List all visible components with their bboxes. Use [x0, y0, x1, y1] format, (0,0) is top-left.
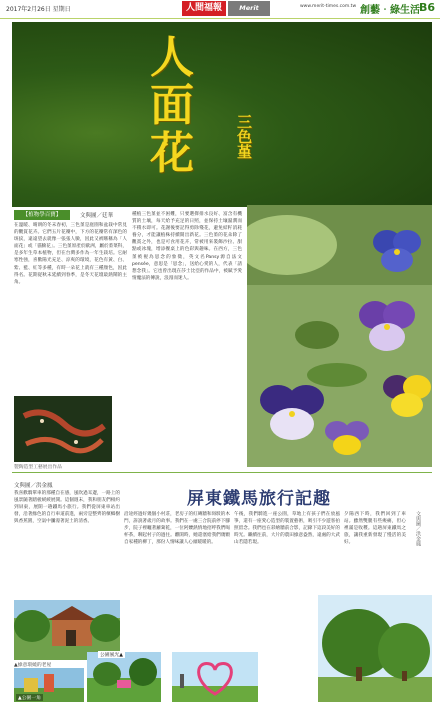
hero-title: 人面花 [150, 32, 194, 179]
article-column: 在溫暖、晴朗的冬末春初，三色堇是庭園和盆栽中常見的觀賞花卉。它們五片花瓣中，下方的花瓣常有深色的斑紋，遠遠望去就像一張張人臉，因此又被暱稱為「人面花」或「貓臉花」。三色堇原產於歐洲，屬於堇菜科，是多年生草本植物，但在台灣多作為一年生栽培。它耐寒性強，喜歡陽光充足、涼爽的環境，花色有黃、白、紫、藍、紅等多種，有時一朵花上就有三種顏色，因此得名。花期從秋末延續到春季，是冬天花壇最熱鬧的主角。 [14, 223, 127, 285]
article-column: 夕陽西下時，我們回到了車站。雖然雙腿有些痠痛，但心裡滿是收穫。這趟屏東鐵馬之旅，讓我重新發現了慢活的美好。 [344, 512, 406, 546]
tree-landscape-photo [318, 595, 432, 702]
article-byline: 文與圖／廷華 [80, 213, 114, 219]
hero-photo-collage [12, 22, 432, 207]
article-column: 午後，我們騎進一座公園，草地上有孩子們在放風箏，還有一座愛心造型的裝置藝術，吸引不少遊客拍照留念。我們也在彩繪牆前合影，記錄下這段美好的時光。繼續往前，大片的農田綠意盎然，遠處的大武山若隱若現。 [234, 512, 340, 546]
article-column: 沿途經過好幾個小村莊，老房子的紅磚牆和斑駁的木門，訴說著歲月的故事。我們在一處三合院前停下腳步，院子裡曬著蘿蔔乾，一位阿嬤熱情地招呼我們喝杯茶，聊起村子的過往。離開時，她還塞給我們幾顆自家種的柳丁，那份人情味讓人心頭暖暖的。 [124, 512, 230, 546]
article-column: 種植三色堇並不困難，只要選擇排水良好、富含有機質的土壤，每天給予充足的日照，並保持土壤濕潤而不積水即可。花謝後要記得剪除殘花，避免結籽消耗養分，才能讓植株持續開出新花。三色堇的花朵除了觀賞之外，也是可食用花卉，常被用來裝飾沙拉、甜點或冰塊，增添餐桌上的色彩與趣味。在西方，三色堇被視為思念的象徵，英文名Pansy源自法文pensée，意思是「思念」，送給心愛的人，代表「請想念我」。它也曾出現在莎士比亞的作品中，被賦予愛情魔法的傳說，浪漫而迷人。 [132, 212, 242, 281]
pansy-garden-photo [247, 205, 432, 467]
article-byline: 文與圖／洪金鳳 [14, 483, 53, 489]
photo-credit: 文與圖／洪金鳳 [415, 511, 421, 546]
article-column: 我喜歡騎單車的那種自在感，風吹過耳邊，一路上的風景隨著踏板緩緩展開。這個週末，我和朋友們相約到屏東，展開一趟鐵馬小旅行。我們從屏東車站出發，沿著綠色的自行車道前進，兩旁是整齊的檳榔樹與香蕉園，空氣中瀰漫著泥土的清香。 [14, 491, 120, 525]
article-title: 屏東鐵馬旅行記趣 [187, 489, 331, 509]
page-number: B6 [419, 1, 436, 14]
newspaper-logo: 人間福報 [182, 1, 226, 16]
page-header [0, 0, 440, 19]
photo-caption: ▲公園一角 [18, 696, 41, 701]
issue-date: 2017年2月26日 星期日 [6, 6, 71, 13]
section-name: 創藝‧綠生活 [360, 5, 420, 16]
brand-name: Merit [228, 1, 270, 16]
park-scenery-photo [87, 652, 161, 702]
article-tag: 【植物學百寶】 [14, 210, 70, 220]
ceramic-craft-photo [14, 396, 112, 462]
hero-subtitle: 三色堇 [235, 114, 253, 159]
photo-caption: 製陶造型工藝展出作品 [14, 465, 62, 470]
heart-sculpture-photo [172, 652, 258, 702]
section-divider [12, 472, 432, 473]
website-url: www.merit-times.com.tw [300, 4, 357, 9]
photo-caption: ▲綠意環繞的老屋 [14, 663, 52, 668]
photo-caption: 公園風光▲ [100, 653, 123, 658]
